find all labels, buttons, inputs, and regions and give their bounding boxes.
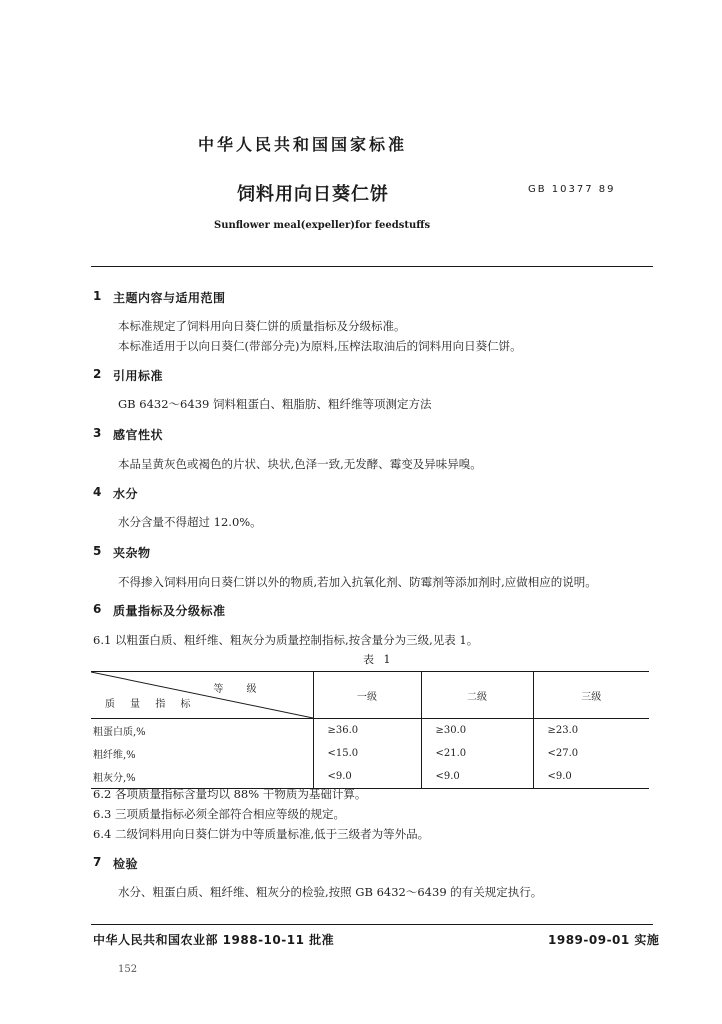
paragraph: 本品呈黄灰色或褐色的片状、块状,色泽一致,无发酵、霉变及异味异嗅。 xyxy=(118,457,482,471)
english-subtitle: Sunflower meal(expeller)for feedstuffs xyxy=(214,220,431,231)
paragraph: 水分含量不得超过 12.0%。 xyxy=(118,515,262,529)
table-row xyxy=(91,765,649,789)
document-title: 饲料用向日葵仁饼 xyxy=(237,184,389,205)
subsection-6-3: 6.3 三项质量指标必须全部符合相应等级的规定。 xyxy=(93,807,345,821)
table-cell: ≥23.0 xyxy=(547,725,579,736)
table-row xyxy=(91,719,649,743)
paragraph: 本标准适用于以向日葵仁(带部分壳)为原料,压榨法取油后的饲料用向日葵仁饼。 xyxy=(118,339,522,353)
section-title: 检验 xyxy=(113,857,139,871)
column-header: 一级 xyxy=(313,672,421,719)
section-number: 5 xyxy=(93,544,102,558)
page-number: 152 xyxy=(118,964,138,975)
section-title: 水分 xyxy=(113,487,139,501)
section-number: 7 xyxy=(93,855,102,869)
corner-label-grade: 等 级 xyxy=(213,684,267,695)
section-title: 感官性状 xyxy=(113,428,164,442)
table-cell: <21.0 xyxy=(421,742,533,765)
section-number: 6 xyxy=(93,602,102,616)
table-cell: <9.0 xyxy=(313,765,421,789)
paragraph: GB 6432～6439 饲料粗蛋白、粗脂肪、粗纤维等项测定方法 xyxy=(118,397,432,411)
effective-date: 1989-09-01 实施 xyxy=(548,933,660,947)
section-title: 引用标准 xyxy=(113,369,164,383)
section-number: 4 xyxy=(93,485,102,499)
row-label: 粗纤维,% xyxy=(91,742,313,765)
subsection-6-4: 6.4 二级饲料用向日葵仁饼为中等质量标准,低于三级者为等外品。 xyxy=(93,827,430,841)
paragraph: 不得掺入饲料用向日葵仁饼以外的物质,若加入抗氧化剂、防霉剂等添加剂时,应做相应的说明。 xyxy=(118,575,597,589)
table-caption: 表 1 xyxy=(363,653,394,666)
section-number: 1 xyxy=(93,289,102,303)
table-row xyxy=(91,742,649,765)
national-standard-title: 中华人民共和国国家标准 xyxy=(198,135,408,154)
quality-table xyxy=(91,672,649,789)
paragraph: 本标准规定了饲料用向日葵仁饼的质量指标及分级标准。 xyxy=(118,319,406,333)
table-cell: <9.0 xyxy=(533,765,649,789)
section-number: 3 xyxy=(93,426,102,440)
table-cell: ≥36.0 xyxy=(313,719,421,743)
table-cell: <15.0 xyxy=(313,742,421,765)
row-label: 粗蛋白质,% xyxy=(91,719,313,743)
standard-number: GB 10377 89 xyxy=(528,184,616,195)
corner-label-indicator: 质 量 指 标 xyxy=(105,699,197,710)
column-header: 二级 xyxy=(421,672,533,719)
table-header-row xyxy=(91,672,649,719)
table-cell: ≥30.0 xyxy=(421,719,533,743)
section-title: 夹杂物 xyxy=(113,546,151,560)
header-rule xyxy=(91,266,653,267)
table-corner-cell xyxy=(91,672,313,719)
section-number: 2 xyxy=(93,367,102,381)
row-label: 粗灰分,% xyxy=(91,765,313,789)
section-title: 主题内容与适用范围 xyxy=(113,291,226,305)
footer-rule xyxy=(91,924,653,925)
approval-line: 中华人民共和国农业部 1988-10-11 批准 xyxy=(93,933,335,947)
table-cell: <27.0 xyxy=(547,748,579,759)
section-title: 质量指标及分级标准 xyxy=(113,604,226,618)
table-cell: <9.0 xyxy=(421,765,533,789)
subsection-6-2: 6.2 各项质量指标含量均以 88% 干物质为基础计算。 xyxy=(93,787,367,801)
subsection-6-1: 6.1 以粗蛋白质、粗纤维、粗灰分为质量控制指标,按含量分为三级,见表 1。 xyxy=(93,633,479,647)
column-header: 三级 xyxy=(533,672,649,719)
paragraph: 水分、粗蛋白质、粗纤维、粗灰分的检验,按照 GB 6432～6439 的有关规定执行。 xyxy=(118,885,543,899)
